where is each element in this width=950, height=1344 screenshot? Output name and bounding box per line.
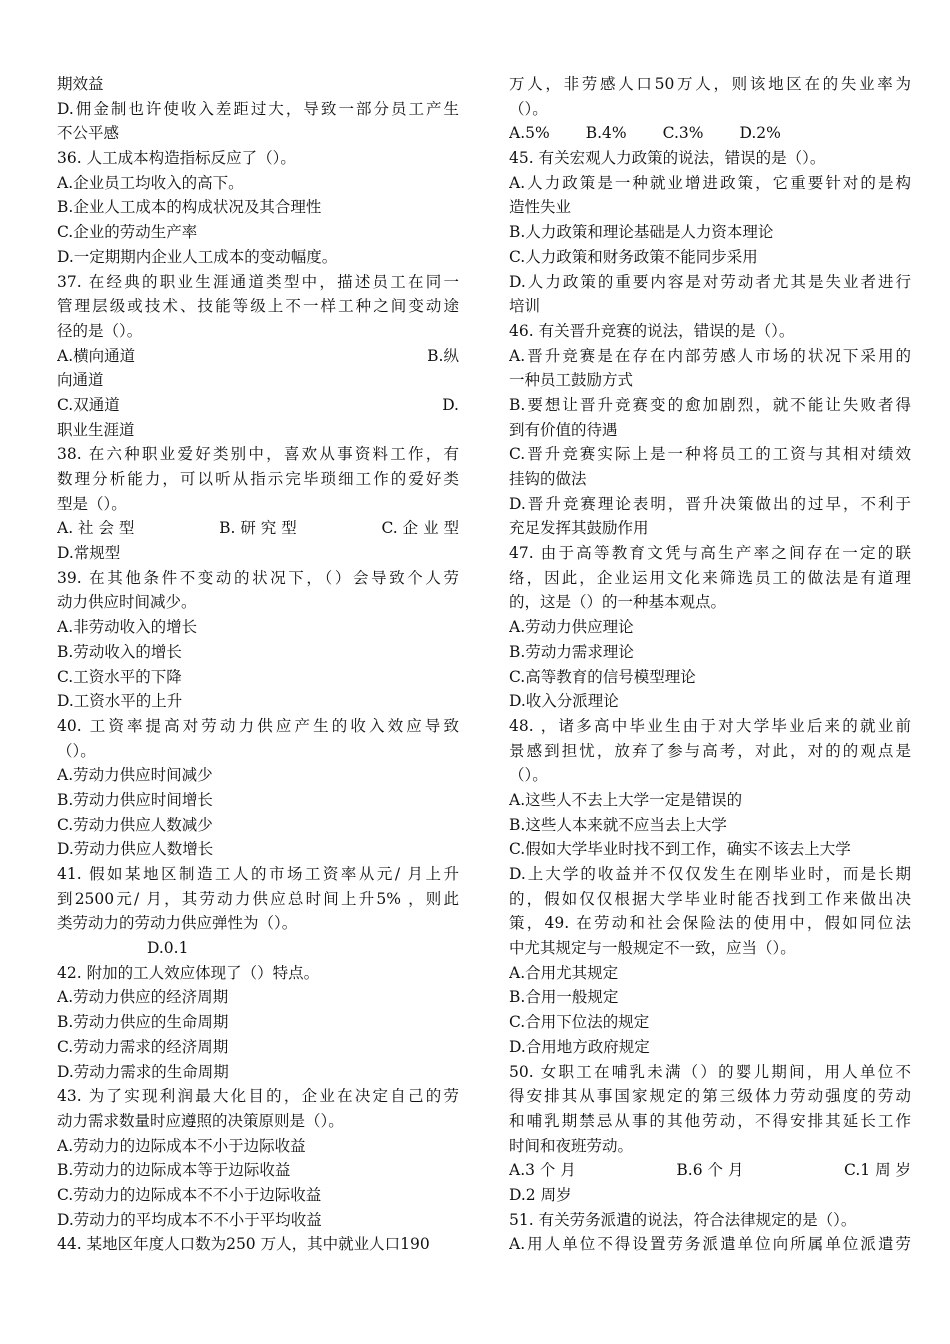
question-44: 44. 某地区年度人口数为250 万人，其中就业人口190 xyxy=(57,1235,430,1254)
option-d: D.人力政策的重要内容是对劳动者尤其是失业者进行 xyxy=(509,272,911,291)
option-d: D.一定期期内企业人工成本的变动幅度。 xyxy=(57,247,338,266)
text-line: （）。 xyxy=(509,99,548,118)
text-line: 期效益 xyxy=(57,75,104,93)
option-c: C.劳动力需求的经济周期 xyxy=(57,1037,229,1056)
option-d: D. xyxy=(442,395,459,414)
option-d: D.劳动力需求的生命周期 xyxy=(57,1062,229,1081)
question-47: 47. 由于高等教育文凭与高生产率之间存在一定的联 xyxy=(509,544,911,563)
option-b: B.劳动力供应时间增长 xyxy=(57,790,213,809)
text-line: 型是（）。 xyxy=(57,494,127,513)
option-c: C.晋升竞赛实际上是一种将员工的工资与其相对绩效 xyxy=(509,445,911,464)
option-a: A.劳动力供应的经济周期 xyxy=(57,988,229,1007)
text-line: （）。 xyxy=(509,766,548,785)
option-d: D.收入分派理论 xyxy=(509,692,619,711)
text-line: 挂钩的做法 xyxy=(509,470,587,488)
text-line: D.佣金制也许使收入差距过大，导致一部分员工产生 xyxy=(57,99,459,118)
text-line: 到有价值的待遇 xyxy=(509,420,618,439)
text-line: 景感到担忧，放弃了参与高考，对此，对的的观点是 xyxy=(509,741,911,760)
option-a: A.用人单位不得设置劳务派遣单位向所属单位派遣劳 xyxy=(509,1235,911,1254)
text-line: 管理层级或技术、技能等级上不一样工种之间变动途 xyxy=(57,297,459,316)
option-b: B.要想让晋升竞赛变的愈加剧烈，就不能让失败者得 xyxy=(509,395,911,414)
option-a: A.横向通道 xyxy=(57,346,136,365)
option-a: A.这些人不去上大学一定是错误的 xyxy=(509,790,743,809)
option-b: B.6 个 月 xyxy=(676,1161,744,1180)
question-38: 38. 在六种职业爱好类别中，喜欢从事资料工作，有 xyxy=(57,445,459,464)
option-c: C.双通道 xyxy=(57,395,120,414)
option-a: A.劳动力供应时间减少 xyxy=(57,766,213,785)
option-a: A.企业员工均收入的高下。 xyxy=(57,173,244,192)
option-c: C.劳动力的边际成本不不小于边际收益 xyxy=(57,1185,322,1204)
option-c: C.工资水平的下降 xyxy=(57,667,182,686)
option-d: D.2 周岁 xyxy=(509,1185,572,1204)
option-a: A.劳动力供应理论 xyxy=(509,618,634,637)
question-43: 43. 为了实现利润最大化目的，企业在决定自己的劳 xyxy=(57,1087,459,1106)
question-46: 46. 有关晋升竞赛的说法，错误的是（）。 xyxy=(509,321,795,340)
text-line: 的，假如仅仅根据大学毕业时能否找到工作来做出决 xyxy=(509,889,911,908)
text-line: 的，这是（）的一种基本观点。 xyxy=(509,593,727,612)
option-d: D.上大学的收益并不仅仅发生在刚毕业时，而是长期 xyxy=(509,865,911,883)
text-line: 职业生涯道 xyxy=(57,420,135,439)
option-a: A. 社 会 型 xyxy=(57,519,135,538)
option-b: B.劳动力供应的生命周期 xyxy=(57,1013,229,1032)
option-b: B.这些人本来就不应当去上大学 xyxy=(509,815,727,834)
option-d: D.0.1 xyxy=(147,939,189,958)
text-line: 时间和夜班劳动。 xyxy=(509,1136,634,1155)
option-row xyxy=(509,121,911,146)
option-row xyxy=(509,1158,911,1183)
option-d: D.2% xyxy=(739,124,781,143)
option-row xyxy=(57,393,459,418)
option-a: A.人力政策是一种就业增进政策，它重要针对的是构 xyxy=(509,173,911,192)
option-c: C.1 周 岁 xyxy=(844,1161,911,1180)
option-a: A.非劳动收入的增长 xyxy=(57,618,198,637)
question-42: 42. 附加的工人效应体现了（）特点。 xyxy=(57,963,320,982)
text-line: 一种员工鼓励方式 xyxy=(509,371,634,390)
text-line: 络，因此，企业运用文化来筛选员工的做法是有道理 xyxy=(509,568,911,587)
text-line: 数理分析能力，可以听从指示完毕琐细工作的爱好类 xyxy=(57,470,459,488)
text-line: 得安排其从事国家规定的第三级体力劳动强度的劳动 xyxy=(509,1087,911,1106)
option-a: A.5% xyxy=(509,124,550,143)
option-c: C.假如大学毕业时找不到工作，确实不该去上大学 xyxy=(509,840,851,859)
text-line: 中尤其规定与一般规定不一致，应当（）。 xyxy=(509,939,796,958)
option-a: A.劳动力的边际成本不小于边际收益 xyxy=(57,1136,306,1155)
question-41: 41. 假如某地区制造工人的市场工资率从元/ 月上升 xyxy=(57,865,459,883)
text-line: 充足发挥其鼓励作用 xyxy=(509,519,649,538)
option-c: C.人力政策和财务政策不能同步采用 xyxy=(509,247,758,266)
text-line: （）。 xyxy=(57,741,96,760)
right-column xyxy=(509,72,911,1257)
option-c: C.劳动力供应人数减少 xyxy=(57,815,213,834)
text-line: 类劳动力的劳动力供应弹性为（）。 xyxy=(57,914,298,933)
question-37: 37. 在经典的职业生涯通道类型中，描述员工在同一 xyxy=(57,272,459,291)
text-line: 不公平感 xyxy=(57,124,120,143)
text-line: 和哺乳期禁忌从事的其他劳动，不得安排其延长工作 xyxy=(509,1111,911,1130)
question-49: 策，49. 在劳动和社会保险法的使用中，假如同位法 xyxy=(509,914,911,933)
option-b: B.人力政策和理论基础是人力资本理论 xyxy=(509,223,774,242)
option-c: C.3% xyxy=(662,124,704,143)
option-b: B.劳动收入的增长 xyxy=(57,642,182,661)
question-50: 50. 女职工在哺乳未满（）的婴儿期间，用人单位不 xyxy=(509,1062,911,1081)
option-c: C. 企 业 型 xyxy=(381,519,459,538)
option-d: D.劳动力的平均成本不不小于平均收益 xyxy=(57,1210,322,1229)
option-d: D.合用地方政府规定 xyxy=(509,1037,650,1056)
question-51: 51. 有关劳务派遣的说法，符合法律规定的是（）。 xyxy=(509,1210,857,1229)
text-line: 动力需求数量时应遵照的决策原则是（）。 xyxy=(57,1111,344,1130)
option-b: B.合用一般规定 xyxy=(509,988,619,1007)
option-a: A.合用尤其规定 xyxy=(509,963,619,982)
option-b: B.4% xyxy=(585,124,627,143)
question-40: 40. 工资率提高对劳动力供应产生的收入效应导致 xyxy=(57,716,459,735)
text-line: 动力供应时间减少。 xyxy=(57,593,197,612)
option-b: B.劳动力需求理论 xyxy=(509,642,634,661)
text-line: 造性失业 xyxy=(509,198,572,217)
option-c: C.高等教育的信号模型理论 xyxy=(509,667,696,686)
option-row xyxy=(57,344,459,369)
option-a: A.晋升竞赛是在存在内部劳感人市场的状况下采用的 xyxy=(509,346,911,365)
text-line: 培训 xyxy=(509,297,541,316)
option-b: B.劳动力的边际成本等于边际收益 xyxy=(57,1161,291,1180)
option-b: B.纵 xyxy=(427,346,459,365)
text-line: 向通道 xyxy=(57,371,104,390)
question-36: 36. 人工成本构造指标反应了（）。 xyxy=(57,149,296,168)
option-a: A.3 个 月 xyxy=(509,1161,576,1180)
option-c: C.企业的劳动生产率 xyxy=(57,223,198,242)
option-b: B.企业人工成本的构成状况及其合理性 xyxy=(57,198,322,217)
text-line: 径的是（）。 xyxy=(57,321,143,340)
text-line: 万人，非劳感人口50万人，则该地区在的失业率为 xyxy=(509,75,911,93)
option-c: C.合用下位法的规定 xyxy=(509,1013,650,1032)
option-d: D.工资水平的上升 xyxy=(57,692,183,711)
option-d: D.常规型 xyxy=(57,544,121,563)
question-45: 45. 有关宏观人力政策的说法，错误的是（）。 xyxy=(509,149,826,168)
left-column xyxy=(57,72,459,1257)
option-b: B. 研 究 型 xyxy=(219,519,297,538)
question-48: 48. ，诸多高中毕业生由于对大学毕业后来的就业前 xyxy=(509,716,911,735)
option-row xyxy=(57,516,459,541)
question-39: 39. 在其他条件不变动的状况下，（）会导致个人劳 xyxy=(57,568,459,587)
option-d: D.劳动力供应人数增长 xyxy=(57,840,214,859)
option-d: D.晋升竞赛理论表明，晋升决策做出的过早，不利于 xyxy=(509,494,911,513)
text-line: 到2500元/ 月，其劳动力供应总时间上升5% ，则此 xyxy=(57,889,459,908)
